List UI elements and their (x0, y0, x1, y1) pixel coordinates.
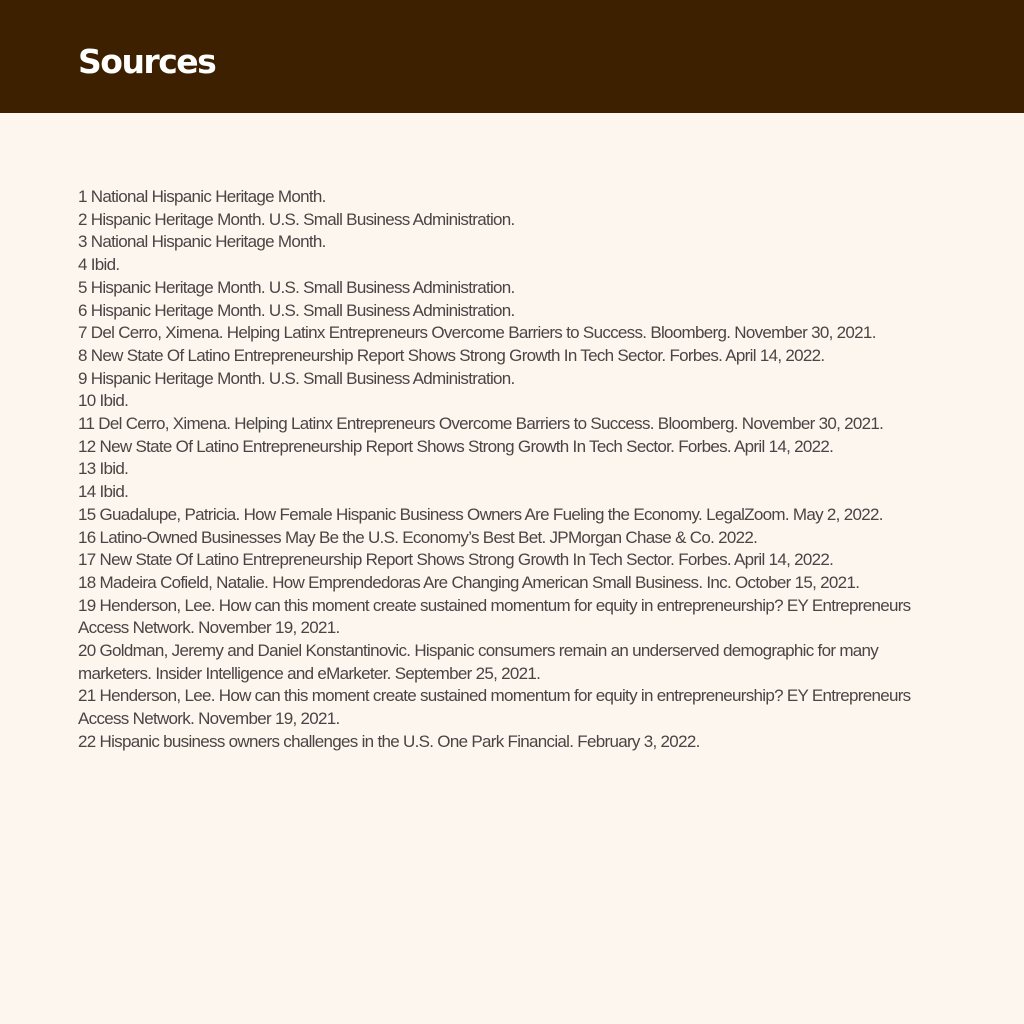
source-item: 4 Ibid. (78, 255, 120, 275)
source-item: 13 Ibid. (78, 459, 129, 479)
source-item: 8 New State Of Latino Entrepreneurship Report Shows Strong Growth In Tech Sector. Forbes. April 14, 2022. (78, 345, 825, 365)
source-item: 2 Hispanic Heritage Month. U.S. Small Business Administration. (78, 209, 515, 229)
source-item: 22 Hispanic business owners challenges in the U.S. One Park Financial. February 3, 2022. (78, 731, 700, 751)
page-title: Sources (78, 42, 216, 81)
source-item: 10 Ibid. (78, 391, 129, 411)
source-item: 7 Del Cerro, Ximena. Helping Latinx Entrepreneurs Overcome Barriers to Success. Bloomberg. November 30, 2021. (78, 323, 876, 343)
source-item: 21 Henderson, Lee. How can this moment create sustained momentum for equity in entrepreneurship? EY Entrepreneurs Access Network. November 19, 2021. (78, 686, 911, 729)
source-item: 6 Hispanic Heritage Month. U.S. Small Business Administration. (78, 300, 515, 320)
source-item: 16 Latino-Owned Businesses May Be the U.S. Economy’s Best Bet. JPMorgan Chase & Co. 2022. (78, 527, 758, 547)
page-header (0, 0, 1024, 113)
source-item: 11 Del Cerro, Ximena. Helping Latinx Entrepreneurs Overcome Barriers to Success. Bloomberg. November 30, 2021. (78, 414, 884, 434)
sources-list (78, 186, 928, 754)
source-item: 5 Hispanic Heritage Month. U.S. Small Business Administration. (78, 277, 515, 297)
source-item: 12 New State Of Latino Entrepreneurship Report Shows Strong Growth In Tech Sector. Forbes. April 14, 2022. (78, 436, 834, 456)
source-item: 3 National Hispanic Heritage Month. (78, 232, 326, 252)
source-item: 9 Hispanic Heritage Month. U.S. Small Business Administration. (78, 368, 515, 388)
source-item: 15 Guadalupe, Patricia. How Female Hispanic Business Owners Are Fueling the Economy. LegalZoom. May 2, 2022. (78, 504, 883, 524)
source-item: 17 New State Of Latino Entrepreneurship Report Shows Strong Growth In Tech Sector. Forbes. April 14, 2022. (78, 550, 834, 570)
source-item: 14 Ibid. (78, 482, 129, 502)
source-item: 1 National Hispanic Heritage Month. (78, 187, 326, 206)
source-item: 20 Goldman, Jeremy and Daniel Konstantinovic. Hispanic consumers remain an underserved demographic for many marketers. Insider Intelligence and eMarketer. September 25, 2021. (78, 641, 879, 683)
source-item: 19 Henderson, Lee. How can this moment create sustained momentum for equity in entrepreneurship? EY Entrepreneurs Access Network. November 19, 2021. (78, 595, 911, 638)
source-item: 18 Madeira Cofield, Natalie. How Emprendedoras Are Changing American Small Business. Inc. October 15, 2021. (78, 572, 860, 592)
